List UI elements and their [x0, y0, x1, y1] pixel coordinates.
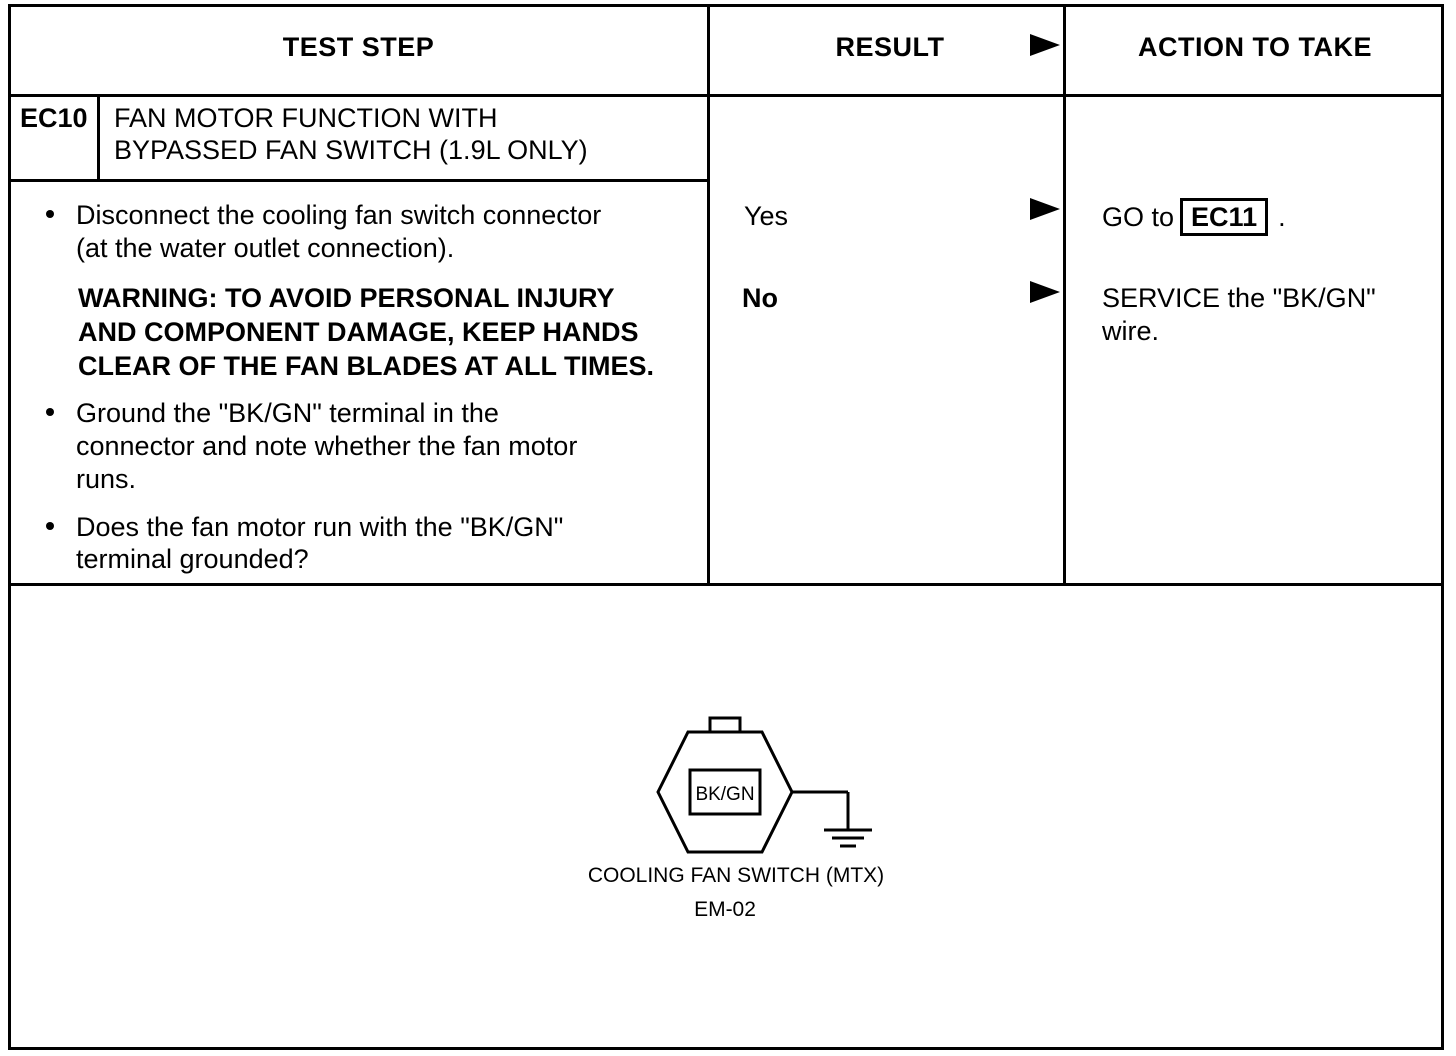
step-title-divider — [8, 179, 708, 182]
instruction-3-line2: terminal grounded? — [76, 544, 309, 574]
instruction-1-line2: (at the water outlet connection). — [76, 233, 455, 263]
step-code: EC10 — [20, 103, 88, 133]
bullet-dot-2 — [46, 408, 54, 416]
step-title-line1: FAN MOTOR FUNCTION WITH — [114, 103, 498, 133]
step-title-line2: BYPASSED FAN SWITCH (1.9L ONLY) — [114, 135, 588, 165]
instruction-2-line1: Ground the "BK/GN" terminal in the — [76, 398, 499, 428]
instruction-2-line2: connector and note whether the fan motor — [76, 431, 578, 461]
header-result: RESULT — [835, 32, 945, 62]
header-action: ACTION TO TAKE — [1138, 32, 1372, 62]
diagram-caption: COOLING FAN SWITCH (MTX) — [587, 864, 885, 887]
column-divider-1 — [707, 4, 710, 586]
action-no-line1: SERVICE the "BK/GN" — [1102, 283, 1376, 313]
action-yes-suffix: . — [1278, 202, 1286, 232]
result-yes: Yes — [744, 201, 789, 231]
warning-line3: CLEAR OF THE FAN BLADES AT ALL TIMES. — [78, 351, 654, 381]
warning-line1: WARNING: TO AVOID PERSONAL INJURY — [78, 283, 615, 313]
action-yes — [1102, 198, 1286, 236]
header-arrow-icon — [1030, 34, 1060, 56]
column-divider-2 — [1063, 4, 1066, 586]
instruction-3-line1: Does the fan motor run with the "BK/GN" — [76, 512, 564, 542]
result-no-arrow-icon — [1030, 281, 1060, 303]
header-test-step: TEST STEP — [282, 32, 435, 62]
result-no: No — [742, 283, 778, 313]
action-yes-prefix: GO to — [1102, 202, 1175, 232]
cooling-fan-switch-diagram — [640, 708, 890, 858]
terminal-label: BK/GN — [695, 784, 755, 805]
diagram-divider — [8, 583, 1444, 586]
result-yes-arrow-icon — [1030, 198, 1060, 220]
header-divider — [8, 94, 1444, 97]
switch-tab — [710, 718, 740, 732]
bullet-dot-3 — [46, 522, 54, 530]
action-yes-step-ref[interactable]: EC11 — [1180, 198, 1268, 236]
warning-line2: AND COMPONENT DAMAGE, KEEP HANDS — [78, 317, 639, 347]
bullet-dot-1 — [46, 210, 54, 218]
action-no-line2: wire. — [1102, 316, 1160, 346]
instruction-1-line1: Disconnect the cooling fan switch connector — [76, 200, 602, 230]
instruction-2-line3: runs. — [76, 464, 137, 494]
step-code-divider — [97, 94, 100, 180]
diagram-code: EM-02 — [694, 898, 756, 921]
